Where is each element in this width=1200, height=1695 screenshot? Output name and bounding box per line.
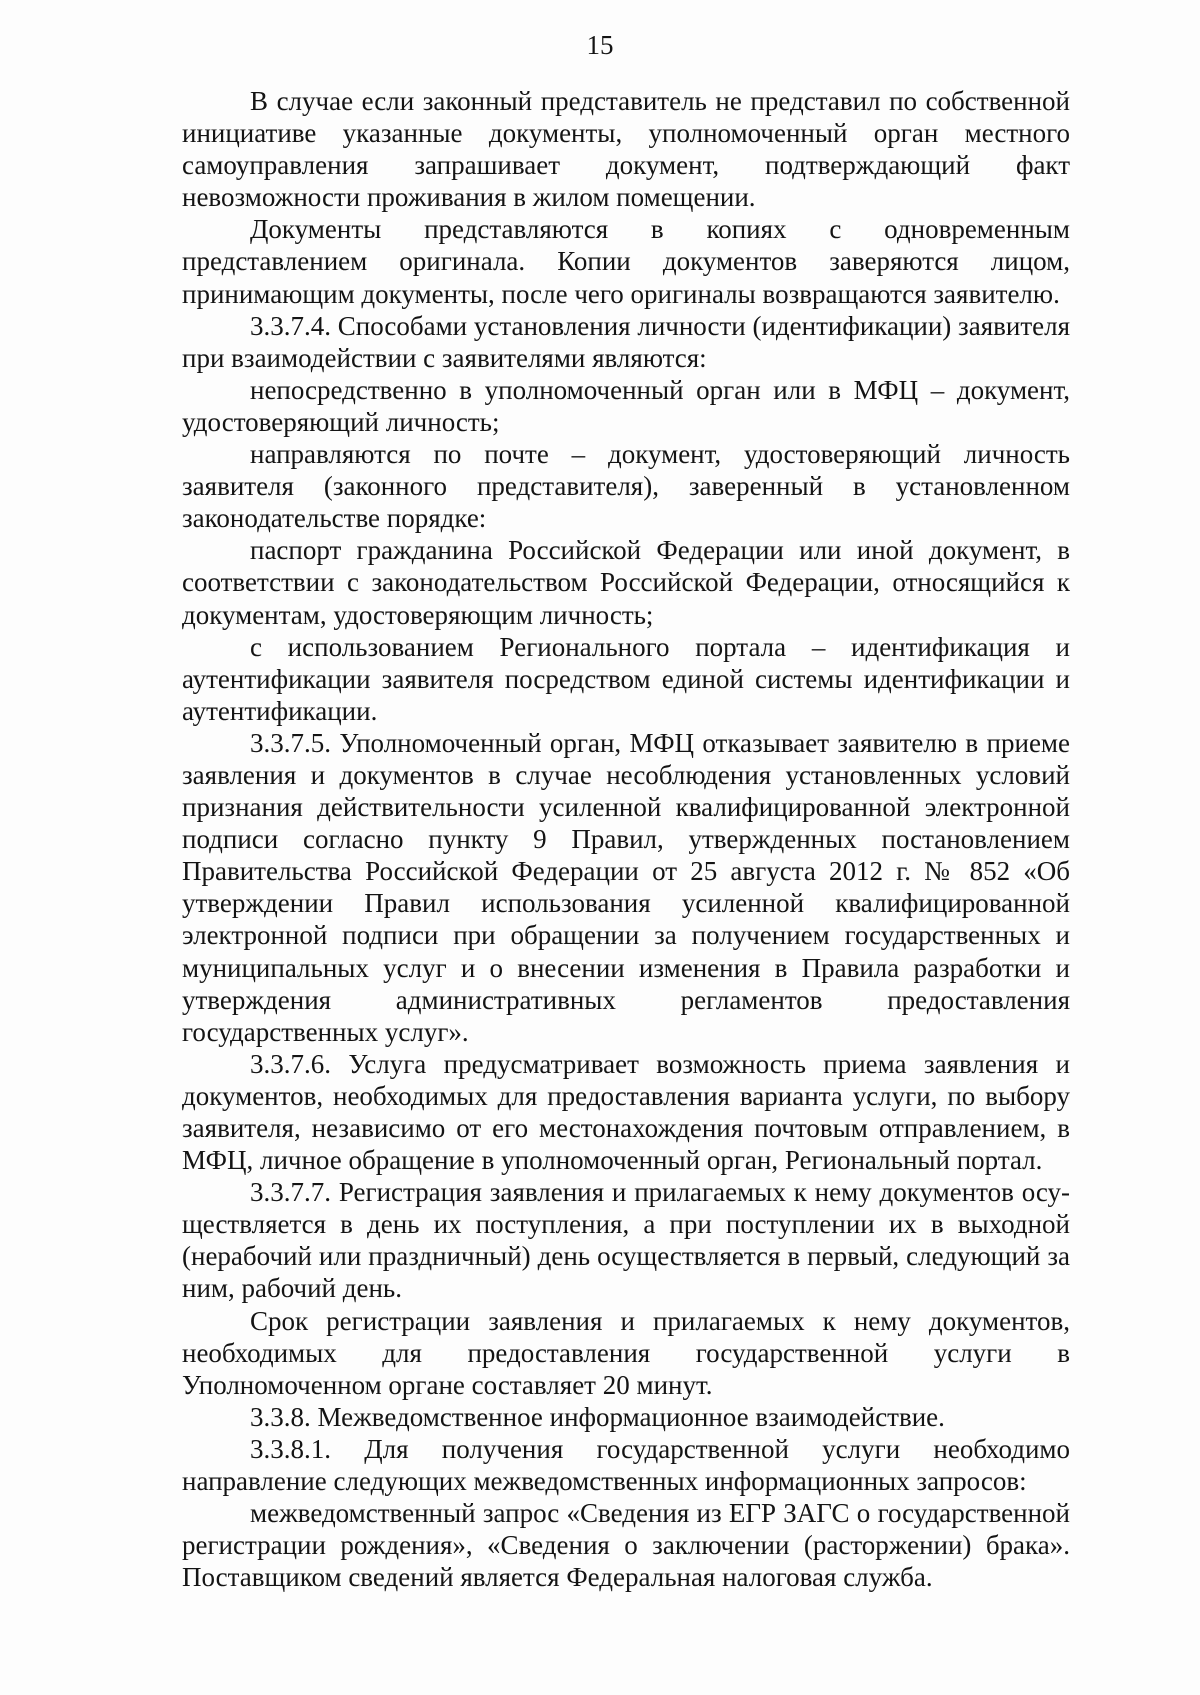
paragraph-3-3-7-6: 3.3.7.6. Услуга предусматривает возможность приема заявления и документов, необходимых для предоставления варианта услуги, по выбору заявителя, независимо от его местонахождения почтовым отправлением, в МФЦ, личное обращение в уполномоченный орган, Региональный портал. [182, 1048, 1070, 1176]
paragraph-document-copies: Документы представляются в копиях с одновременным представлением оригинала. Копии документов заверяются лицом, принимающим документы, после чего оригиналы возвращаются заявителю. [182, 214, 1070, 309]
paragraph-interagency-request: межведомственный запрос «Сведения из ЕГР ЗАГС о государственной регистрации рождения», «Сведения о заключении (расторжении) брака». Поставщиком сведений является Федеральная налоговая служба. [182, 1498, 1070, 1593]
paragraph-3-3-7-5: 3.3.7.5. Уполномоченный орган, МФЦ отказывает заявителю в приеме заявления и документов в случае несоблюдения установленных условий признания действительности усиленной квалифицированной электронной подписи согласно пункту 9 Правил, утвержденных постановлением Правительства Российской Федерации от 25 августа 2012 г. № 852 «Об утверждении Правил использования усиленной квалифицированной электронной подписи при обращении за получением государственных и муниципальных услуг и о внесении изменения в Правила разработки и утверждения административных регламентов предоставления государственных услуг». [182, 727, 1070, 1047]
paragraph-legal-rep-documents: В случае если законный представитель не представил по собственной инициативе указанные документы, уполномоченный орган местного самоуправления запрашивает документ, подтверждающий факт невозможности проживания в жилом помещении. [182, 86, 1070, 213]
paragraph-regional-portal-identification: с использованием Регионального портала – идентификация и аутентификации заявителя посредством единой системы идентификации и аутентификации. [182, 631, 1070, 726]
paragraph-by-mail-identification: направляются по почте – документ, удостоверяющий личность заявителя (законного представителя), заверенный в установленном законодательстве порядке: [182, 439, 1070, 534]
document-body [182, 85, 1070, 1593]
paragraph-3-3-8-1: 3.3.8.1. Для получения государственной услуги необходимо направление следующих межведомственных информационных запросов: [182, 1433, 1070, 1497]
paragraph-3-3-8: 3.3.8. Межведомственное информационное взаимодействие. [250, 1401, 945, 1432]
paragraph-passport: паспорт гражданина Российской Федерации или иной документ, в соответствии с законодательством Российской Федерации, относящийся к документам, удостоверяющим личность; [182, 535, 1070, 630]
paragraph-in-person-identification: непосредственно в уполномоченный орган или в МФЦ – документ, удостоверяющий личность; [182, 374, 1070, 437]
paragraph-3-3-7-7: 3.3.7.7. Регистрация заявления и прилагаемых к нему документов осуществляется в день их поступления, а при поступлении их в выходной (нерабочий или праздничный) день осуществляется в первый, следующий за ним, рабочий день. [182, 1177, 1070, 1304]
page-number: 15 [586, 30, 614, 60]
paragraph-3-3-7-4: 3.3.7.4. Способами установления личности (идентификации) заявителя при взаимодействии с заявителями являются: [182, 310, 1070, 373]
paragraph-registration-term: Срок регистрации заявления и прилагаемых к нему документов, необходимых для предоставления государственной услуги в Уполномоченном органе составляет 20 минут. [182, 1305, 1070, 1400]
